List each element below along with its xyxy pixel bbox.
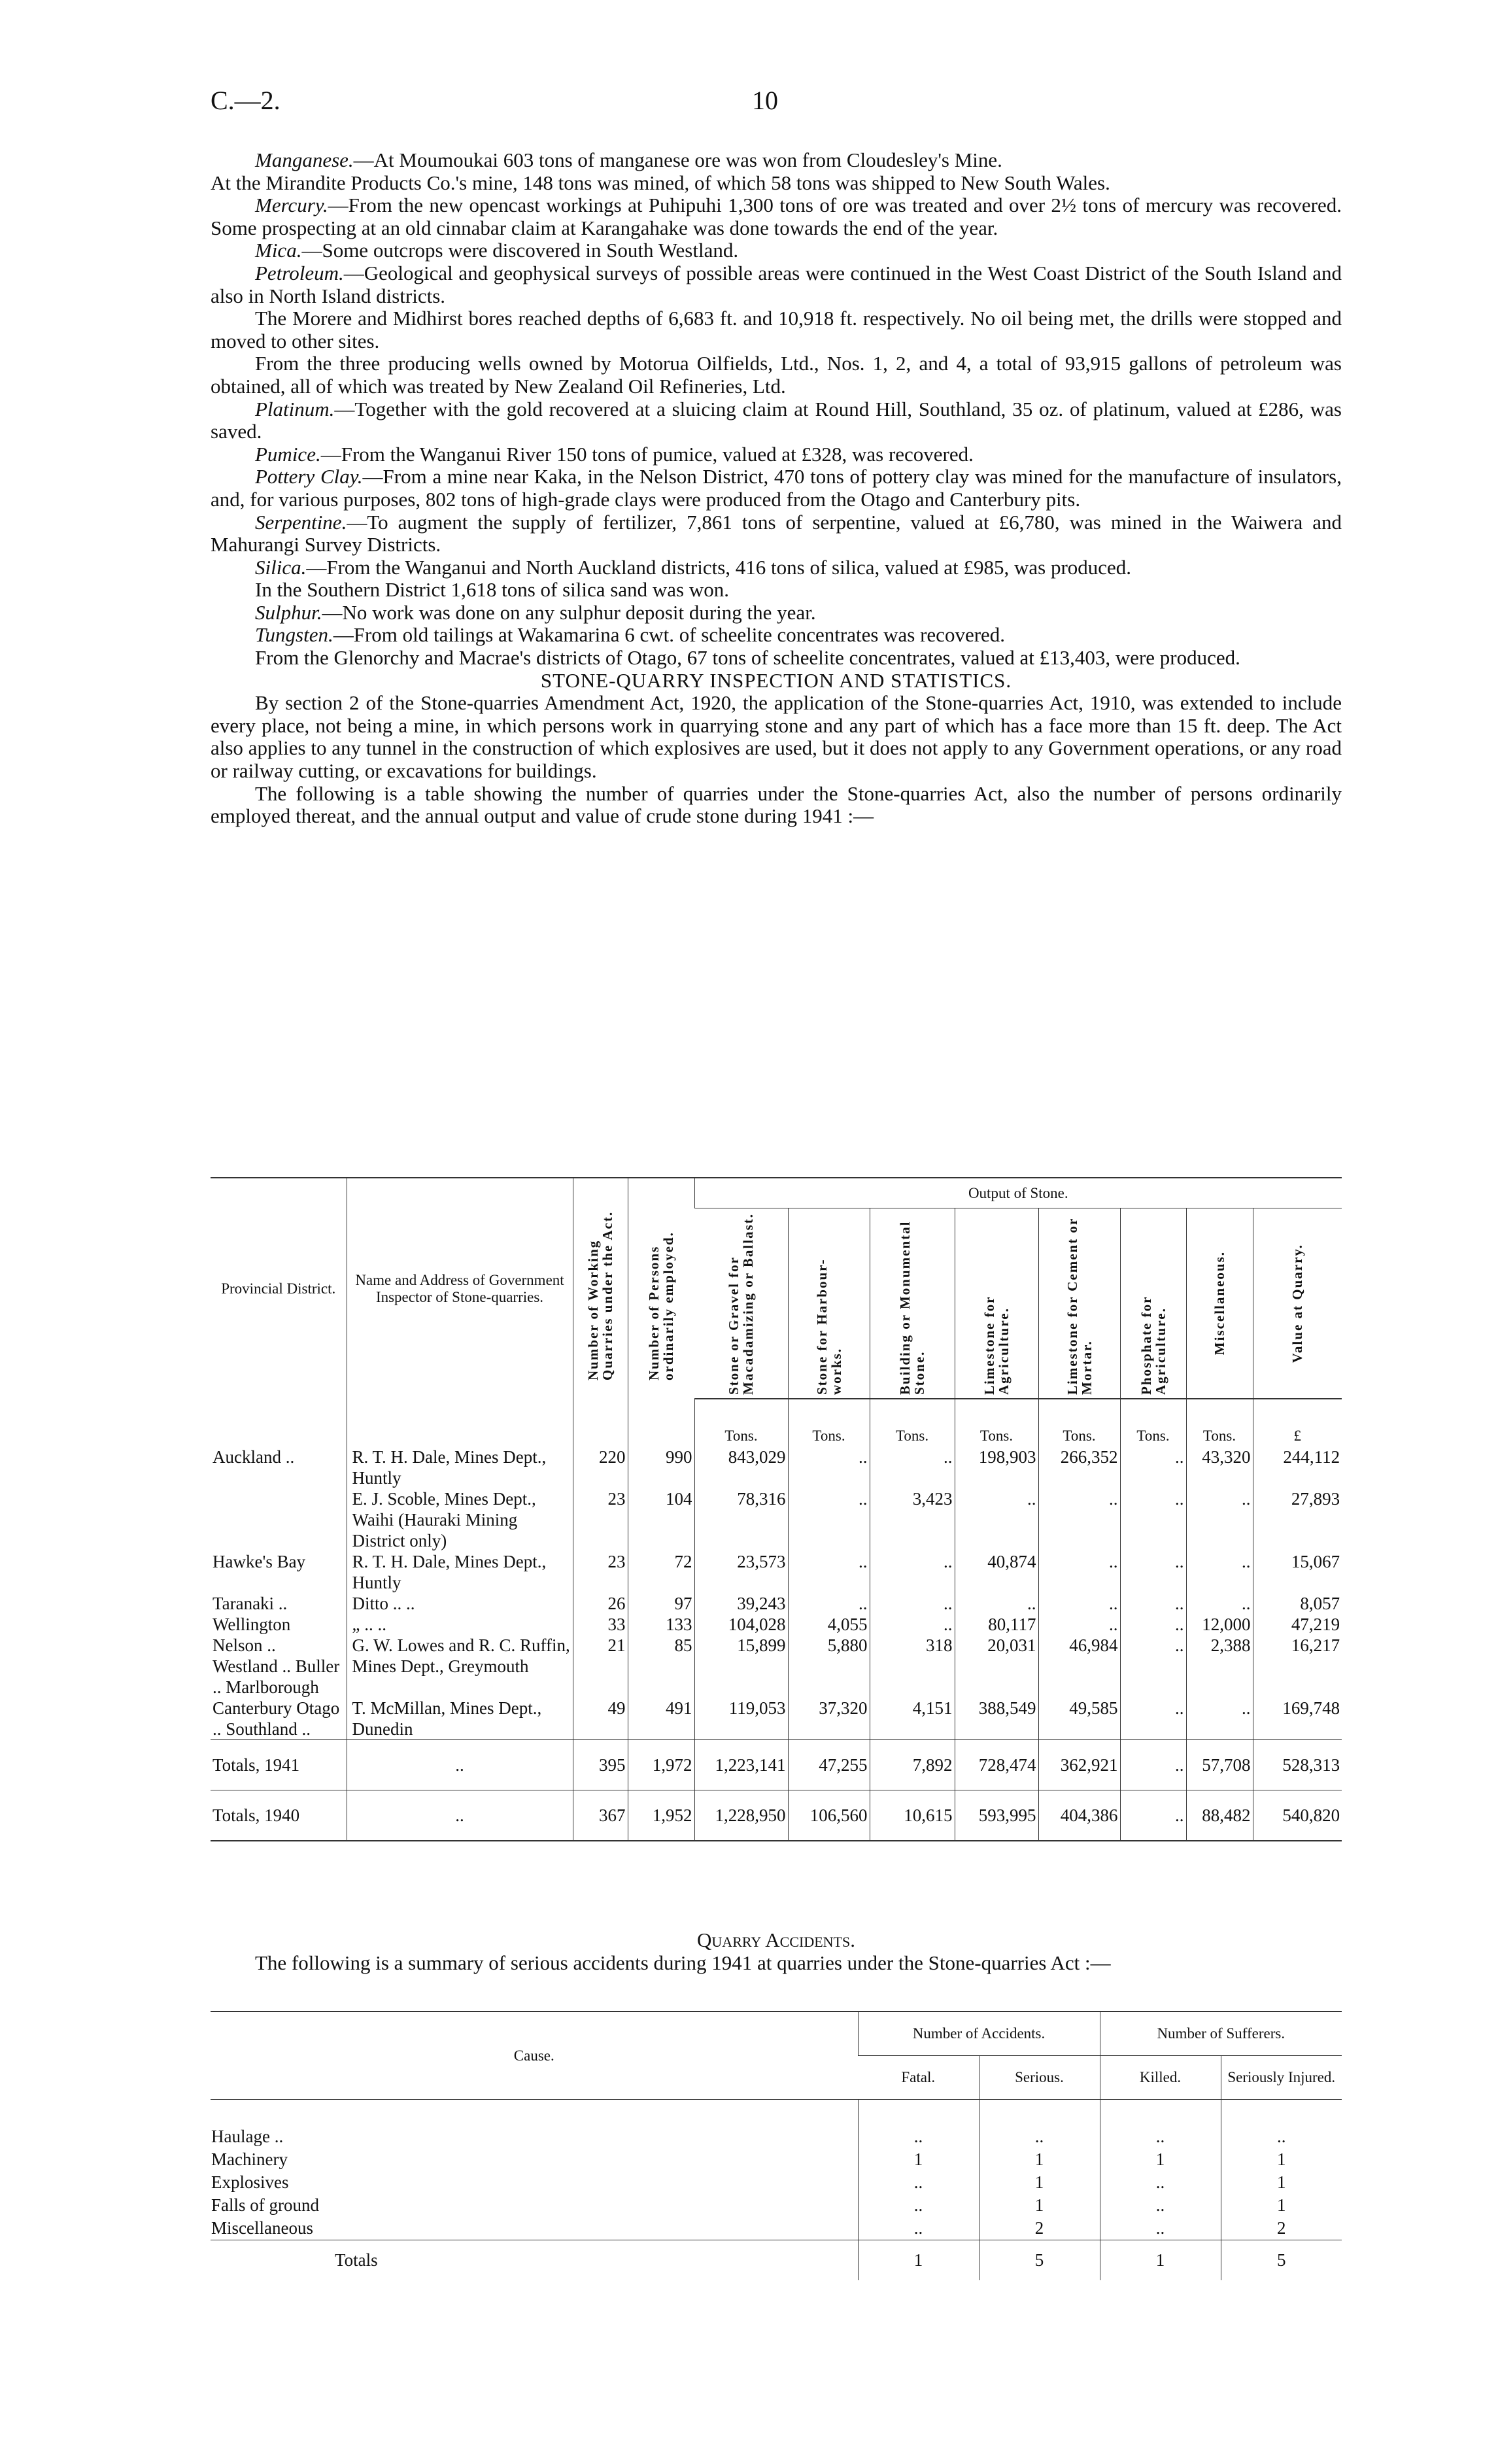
paragraph-topic: Sulphur. (255, 600, 322, 624)
table-cell (628, 1399, 694, 1446)
table-cell: .. (1186, 1551, 1253, 1593)
table-cell: 46,984 (1038, 1635, 1120, 1698)
table-cell: 2,388 (1186, 1635, 1253, 1698)
table-cell: .. (1100, 2100, 1221, 2149)
header-serious: Serious. (979, 2056, 1100, 2100)
table-cell: 5 (979, 2240, 1100, 2281)
table-cell: 1 (1100, 2148, 1221, 2171)
table-row (211, 1399, 1342, 1446)
table-cell: .. (1120, 1614, 1186, 1635)
table-cell: 49 (573, 1698, 628, 1740)
table-cell: Ditto .. .. (347, 1593, 573, 1614)
table-cell: 1 (858, 2148, 979, 2171)
paragraph-text: —From the Wanganui River 150 tons of pumice, valued at £328, was recovered. (320, 442, 974, 466)
header-label: Stone for Harbour-works. (813, 1258, 844, 1395)
paragraph (211, 647, 1342, 670)
header-output-column (1186, 1208, 1253, 1399)
header-label: Miscellaneous. (1212, 1251, 1227, 1356)
paragraph (211, 352, 1342, 398)
paragraph-text: —Geological and geophysical surveys of possible areas were continued in the West Coast District of the South Island and also in North Island districts. (211, 261, 1342, 307)
table-cell: 843,029 (694, 1446, 788, 1488)
paragraph (211, 579, 1342, 602)
table-row (211, 1488, 1342, 1551)
table-cell: „ .. .. (347, 1614, 573, 1635)
table-cell: 37,320 (788, 1698, 870, 1740)
table-cell: 220 (573, 1446, 628, 1488)
table-row (211, 1446, 1342, 1488)
paragraph (211, 149, 1342, 172)
table-cell: .. (858, 2171, 979, 2194)
header-killed: Killed. (1100, 2056, 1221, 2100)
table-cell: 40,874 (955, 1551, 1038, 1593)
table-cell: 169,748 (1253, 1698, 1342, 1740)
table-cell: .. (1120, 1551, 1186, 1593)
table-cell: .. (1100, 2194, 1221, 2217)
page-number: 10 (752, 86, 778, 115)
table-row (211, 2240, 1342, 2281)
table-cell: 388,549 (955, 1698, 1038, 1740)
table-cell: 1 (979, 2171, 1100, 2194)
paragraph (211, 262, 1342, 307)
table-cell: 23 (573, 1551, 628, 1593)
table-cell: Auckland .. (213, 1447, 295, 1467)
table-cell: 491 (628, 1698, 694, 1740)
table-cell: 728,474 (955, 1740, 1038, 1790)
table-cell: Tons. (788, 1399, 870, 1446)
table-cell: R. T. H. Dale, Mines Dept., Huntly (347, 1446, 573, 1488)
header-output-column (955, 1208, 1038, 1399)
table-cell: .. (1038, 1614, 1120, 1635)
header-seriously-injured: Seriously Injured. (1221, 2056, 1342, 2100)
table-cell: Tons. (694, 1399, 788, 1446)
table-cell: Totals, 1940 (211, 1790, 347, 1841)
paragraph (211, 466, 1342, 511)
table-cell: .. (347, 1790, 573, 1841)
section-code: C.—2. (211, 86, 281, 115)
table-cell: .. (858, 2100, 979, 2149)
table-cell: 990 (628, 1446, 694, 1488)
table-cell: 47,219 (1253, 1614, 1342, 1635)
table-cell: Tons. (1038, 1399, 1120, 1446)
table-cell: .. (1120, 1593, 1186, 1614)
table-cell: £ (1253, 1399, 1342, 1446)
stone-heading: STONE-QUARRY INSPECTION AND STATISTICS. (540, 668, 1012, 692)
table-cell: 15,899 (694, 1635, 788, 1698)
table-cell: 43,320 (1186, 1446, 1253, 1488)
header-quarries: Number of Working Quarries under the Act. (573, 1178, 628, 1399)
paragraph-text: At the Mirandite Products Co.'s mine, 148 tons was mined, of which 58 tons was shipped to New South Wales. (211, 171, 1110, 194)
table-cell: 4,055 (788, 1614, 870, 1635)
table-cell: 2 (1221, 2217, 1342, 2240)
table-cell: .. (870, 1593, 955, 1614)
paragraph (211, 398, 1342, 443)
table-cell: 21 (573, 1635, 628, 1698)
table-cell: 27,893 (1253, 1488, 1342, 1551)
paragraph-topic: Manganese. (255, 148, 354, 171)
table-cell: 78,316 (694, 1488, 788, 1551)
table-cell: 1 (1221, 2148, 1342, 2171)
paragraph-text: —At Moumoukai 603 tons of manganese ore was won from Cloudesley's Mine. (353, 148, 1002, 171)
table-cell: 1 (1221, 2194, 1342, 2217)
paragraph (211, 307, 1342, 352)
table-cell: 133 (628, 1614, 694, 1635)
table-row (211, 2100, 1342, 2149)
paragraph-topic: Pumice. (255, 442, 321, 466)
table-row (211, 1740, 1342, 1790)
paragraph (211, 239, 1342, 262)
table-cell: .. (870, 1551, 955, 1593)
table-cell: 104,028 (694, 1614, 788, 1635)
paragraph-text: From the three producing wells owned by Motorua Oilfields, Ltd., Nos. 1, 2, and 4, a total of 93,915 gallons of petroleum was obtained, all of which was treated by New Zealand Oil Refineries, Ltd. (211, 352, 1342, 398)
table-cell: 26 (573, 1593, 628, 1614)
paragraph-topic: Mica. (255, 239, 302, 262)
table-cell: Falls of ground (211, 2195, 319, 2215)
table-row (211, 1614, 1342, 1635)
table-cell: 16,217 (1253, 1635, 1342, 1698)
table-cell: 33 (573, 1614, 628, 1635)
paragraph-topic: Mercury. (255, 194, 328, 217)
table-cell: 80,117 (955, 1614, 1038, 1635)
table-row (211, 1635, 1342, 1698)
table-cell: 1,952 (628, 1790, 694, 1841)
table-cell: 1 (979, 2148, 1100, 2171)
header-label: Limestone for Cement or Mortar. (1064, 1218, 1095, 1395)
table-cell: Hawke's Bay (213, 1552, 306, 1571)
table-cell: .. (1186, 1488, 1253, 1551)
header-label: Limestone for Agriculture. (981, 1295, 1012, 1395)
table-cell: .. (1186, 1698, 1253, 1740)
table-row (211, 2171, 1342, 2194)
paragraph-text: —Some outcrops were discovered in South Westland. (301, 239, 739, 262)
paragraph: The following is a summary of serious accidents during 1941 at quarries under the Stone-quarries Act :— (255, 1951, 1111, 1974)
table-cell: 367 (573, 1790, 628, 1841)
table-cell: 119,053 (694, 1698, 788, 1740)
header-district: Provincial District. (221, 1280, 336, 1297)
header-output-column (694, 1208, 788, 1399)
paragraph (211, 172, 1342, 195)
stone-quarry-table (211, 1177, 1342, 1841)
paragraph (211, 624, 1342, 647)
table-cell: 4,151 (870, 1698, 955, 1740)
table-cell: 20,031 (955, 1635, 1038, 1698)
table-cell (211, 1488, 347, 1551)
table-cell: .. (1120, 1488, 1186, 1551)
table-cell: 72 (628, 1551, 694, 1593)
paragraph-topic: Tungsten. (255, 623, 333, 647)
table-cell: 7,892 (870, 1740, 955, 1790)
table-cell: 318 (870, 1635, 955, 1698)
table-cell: .. (788, 1551, 870, 1593)
table-cell: Canterbury Otago .. Southland .. (213, 1698, 340, 1739)
table-cell: Tons. (870, 1399, 955, 1446)
paragraph-topic: Petroleum. (255, 261, 344, 284)
table-cell: Tons. (1186, 1399, 1253, 1446)
table-cell: 1,223,141 (694, 1740, 788, 1790)
table-cell: 5,880 (788, 1635, 870, 1698)
paragraph-text: The Morere and Midhirst bores reached depths of 6,683 ft. and 10,918 ft. respectively. No oil being met, the drills were stopped and moved to other sites. (211, 307, 1342, 352)
table-row (211, 2217, 1342, 2240)
table-row (211, 1698, 1342, 1740)
paragraph (211, 194, 1342, 239)
accidents-section (211, 1929, 1342, 1974)
quarry-accidents-table (211, 2011, 1342, 2280)
body-text (211, 149, 1342, 828)
paragraph-text: —To augment the supply of fertilizer, 7,861 tons of serpentine, valued at £6,780, was mined in the Waiwera and Mahurangi Survey Districts. (211, 510, 1342, 556)
table-cell: G. W. Lowes and R. C. Ruffin, Mines Dept., Greymouth (347, 1635, 573, 1698)
table-cell: 97 (628, 1593, 694, 1614)
table-cell: .. (870, 1614, 955, 1635)
paragraph (211, 511, 1342, 556)
table-cell: 85 (628, 1635, 694, 1698)
table-cell: Taranaki .. (213, 1594, 288, 1613)
table-cell: Wellington (213, 1615, 291, 1634)
paragraph (211, 556, 1342, 579)
paragraph-text: —From old tailings at Wakamarina 6 cwt. of scheelite concentrates was recovered. (333, 623, 1006, 647)
paragraph-topic: Pottery Clay. (255, 465, 363, 488)
paragraph: By section 2 of the Stone-quarries Amendment Act, 1920, the application of the Stone-quarries Act, 1910, was extended to include every place, not being a mine, in which persons work in quarrying stone and any part of which has a face more than 15 ft. deep. The Act also applies to any tunnel in the construction of which explosives are used, but it does not apply to any Government operations, or any road or railway cutting, or excavations for buildings. (211, 691, 1342, 783)
paragraph-topic: Serpentine. (255, 510, 347, 534)
table-cell: .. (1186, 1593, 1253, 1614)
table-cell: 23 (573, 1488, 628, 1551)
table-cell: .. (347, 1740, 573, 1790)
table-cell: .. (858, 2194, 979, 2217)
table-cell: 15,067 (1253, 1551, 1342, 1593)
table-row (211, 1551, 1342, 1593)
table-cell: 198,903 (955, 1446, 1038, 1488)
table-cell: 104 (628, 1488, 694, 1551)
table-cell: .. (1038, 1551, 1120, 1593)
table-cell: .. (1120, 1790, 1186, 1841)
table-cell: R. T. H. Dale, Mines Dept., Huntly (347, 1551, 573, 1593)
table-row (211, 2194, 1342, 2217)
table-cell: Tons. (955, 1399, 1038, 1446)
table-cell: Totals, 1941 (211, 1740, 347, 1790)
paragraph-text: —Together with the gold recovered at a sluicing claim at Round Hill, Southland, 35 oz. of platinum, valued at £286, was saved. (211, 397, 1342, 443)
table-cell: Nelson .. Westland .. Buller .. Marlborough (213, 1635, 340, 1697)
table-cell: 362,921 (1038, 1740, 1120, 1790)
table-row (211, 1790, 1342, 1841)
table-cell: 404,386 (1038, 1790, 1120, 1841)
table-cell: 1 (979, 2194, 1100, 2217)
table-cell (347, 1399, 573, 1446)
table-cell: 3,423 (870, 1488, 955, 1551)
paragraph-topic: Platinum. (255, 397, 335, 420)
table-cell: 1 (1221, 2171, 1342, 2194)
header-label: Building or Monumental Stone. (897, 1220, 927, 1395)
header-label: Value at Quarry. (1289, 1243, 1306, 1363)
table-cell: Explosives (211, 2172, 289, 2192)
table-row (211, 2148, 1342, 2171)
table-cell: .. (955, 1488, 1038, 1551)
table-cell: .. (788, 1593, 870, 1614)
table-cell: E. J. Scoble, Mines Dept., Waihi (Hauraki Mining District only) (347, 1488, 573, 1551)
table-cell: .. (1120, 1698, 1186, 1740)
paragraph-topic: Silica. (255, 555, 307, 579)
header-label: Stone or Gravel for Macadamizing or Ballast. (726, 1212, 757, 1395)
paragraph-text: —From the new opencast workings at Puhipuhi 1,300 tons of ore was treated and over 2½ tons of mercury was recovered. Some prospecting at an old cinnabar claim at Karangahake was done towards the end of the year. (211, 194, 1342, 239)
table-cell: 39,243 (694, 1593, 788, 1614)
header-inspector: Name and Address of Government Inspector of Stone-quarries. (347, 1178, 573, 1399)
table-cell: 593,995 (955, 1790, 1038, 1841)
header-output-group: Output of Stone. (694, 1178, 1342, 1208)
table-row (211, 1593, 1342, 1614)
paragraph (211, 602, 1342, 625)
header-fatal: Fatal. (858, 2056, 979, 2100)
table-cell: 2 (979, 2217, 1100, 2240)
table-cell: 540,820 (1253, 1790, 1342, 1841)
table-cell: Totals (211, 2240, 858, 2281)
table-cell: 266,352 (1038, 1446, 1120, 1488)
table-cell: 244,112 (1253, 1446, 1342, 1488)
table-cell: T. McMillan, Mines Dept., Dunedin (347, 1698, 573, 1740)
table-cell: 528,313 (1253, 1740, 1342, 1790)
table-cell: .. (979, 2100, 1100, 2149)
table-cell: 23,573 (694, 1551, 788, 1593)
table-cell: .. (788, 1488, 870, 1551)
table-cell: .. (1120, 1635, 1186, 1698)
header-accidents: Number of Accidents. (858, 2011, 1100, 2056)
table-cell: 1 (858, 2240, 979, 2281)
table-cell: .. (1120, 1740, 1186, 1790)
paragraph-text: In the Southern District 1,618 tons of silica sand was won. (255, 578, 729, 602)
header-cause: Cause. (211, 2011, 858, 2100)
header-label: Phosphate for Agriculture. (1138, 1295, 1168, 1395)
table-cell: 5 (1221, 2240, 1342, 2281)
table-cell (573, 1399, 628, 1446)
table-cell: 106,560 (788, 1790, 870, 1841)
table-cell: .. (1100, 2171, 1221, 2194)
header-output-column (788, 1208, 870, 1399)
header-output-column (1120, 1208, 1186, 1399)
table-cell: .. (858, 2217, 979, 2240)
paragraph-text: —From the Wanganui and North Auckland districts, 416 tons of silica, valued at £985, was produced. (306, 555, 1132, 579)
table-cell: 49,585 (1038, 1698, 1120, 1740)
table-cell: .. (870, 1446, 955, 1488)
table-cell: 12,000 (1186, 1614, 1253, 1635)
paragraph-text: From the Glenorchy and Macrae's districts of Otago, 67 tons of scheelite concentrates, valued at £13,403, were produced. (255, 646, 1240, 670)
table-cell: 47,255 (788, 1740, 870, 1790)
table-cell: 88,482 (1186, 1790, 1253, 1841)
table-cell: 10,615 (870, 1790, 955, 1841)
table-cell: 8,057 (1253, 1593, 1342, 1614)
table-cell: Miscellaneous (211, 2218, 313, 2238)
table-cell: .. (1221, 2100, 1342, 2149)
paragraph-text: —No work was done on any sulphur deposit during the year. (322, 600, 816, 624)
table-cell: Tons. (1120, 1399, 1186, 1446)
header-persons: Number of Persons ordinarily employed. (628, 1178, 694, 1399)
header-output-column (1253, 1208, 1342, 1399)
table-cell: 57,708 (1186, 1740, 1253, 1790)
table-cell: 1 (1100, 2240, 1221, 2281)
accidents-heading: Quarry Accidents. (697, 1928, 855, 1951)
table-cell: .. (1100, 2217, 1221, 2240)
header-output-column (870, 1208, 955, 1399)
header-output-column (1038, 1208, 1120, 1399)
table-cell: .. (788, 1446, 870, 1488)
table-cell: Machinery (211, 2149, 288, 2169)
paragraph-text: —From a mine near Kaka, in the Nelson District, 470 tons of pottery clay was mined for the manufacture of insulators, and, for various purposes, 802 tons of high-grade clays were produced from the Otago and Canterbury pits. (211, 465, 1342, 511)
paragraph (211, 443, 1342, 466)
table-cell: .. (1038, 1488, 1120, 1551)
paragraph: The following is a table showing the number of quarries under the Stone-quarries Act, also the number of persons ordinarily employed thereat, and the annual output and value of crude stone during 1941 :— (211, 781, 1342, 828)
table-cell: 1,972 (628, 1740, 694, 1790)
table-cell: .. (1120, 1446, 1186, 1488)
table-cell: 1,228,950 (694, 1790, 788, 1841)
header-sufferers: Number of Sufferers. (1100, 2011, 1342, 2056)
table-cell: .. (955, 1593, 1038, 1614)
table-cell: Haulage .. (211, 2127, 284, 2146)
table-cell: 395 (573, 1740, 628, 1790)
table-cell (211, 1399, 347, 1446)
table-cell: .. (1038, 1593, 1120, 1614)
